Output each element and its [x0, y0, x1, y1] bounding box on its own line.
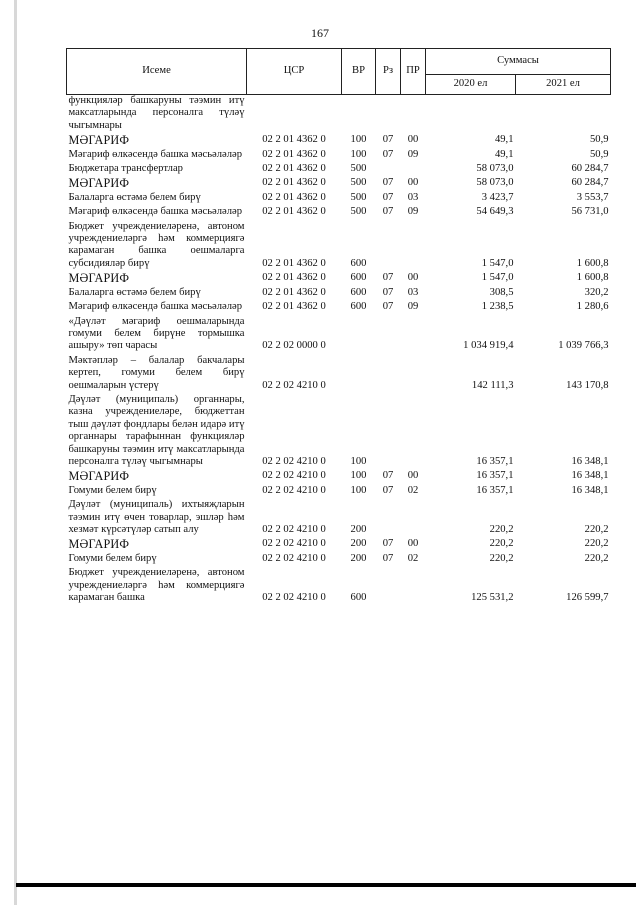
- row-vr-code: 600: [350, 286, 367, 298]
- row-amount-2020: 308,5: [489, 286, 514, 298]
- row-csr-code: 02 2 02 4210 0: [262, 470, 326, 482]
- row-pr-code: 00: [407, 177, 419, 189]
- row-csr-code: 02 2 01 4362 0: [262, 191, 326, 203]
- row-amount-2021: 16 348,1: [571, 470, 609, 482]
- row-name: Мәгариф өлкәсендә башка мәсьәләләр: [68, 148, 243, 160]
- table-row: [67, 470, 611, 484]
- row-vr-code: 600: [350, 592, 367, 604]
- row-rz-code: 07: [382, 206, 394, 218]
- row-pr-code: [401, 355, 426, 394]
- header-name: Исеме: [67, 49, 247, 95]
- row-name: Мәктәпләр – балалар бакчалары кертеп, гомуми белем бирү оешмаларын үстерү: [68, 354, 245, 391]
- header-pr: ПР: [401, 49, 426, 95]
- row-pr-code: 00: [407, 538, 419, 550]
- row-csr-code: 02 2 01 4362 0: [262, 206, 326, 218]
- row-name: МӘГАРИФ: [68, 271, 130, 286]
- row-pr-code: [401, 316, 426, 355]
- row-rz-code: 07: [382, 134, 394, 146]
- row-amount-2021: 50,9: [589, 148, 609, 160]
- table-row: [67, 567, 611, 606]
- row-vr-code: 200: [350, 552, 367, 564]
- table-row: [67, 221, 611, 273]
- row-pr-code: 00: [407, 470, 419, 482]
- row-pr-code: [401, 394, 426, 470]
- table-header: [67, 49, 611, 95]
- row-name: МӘГАРИФ: [68, 537, 130, 552]
- row-rz-code: 07: [382, 484, 394, 496]
- table-row: [67, 192, 611, 206]
- row-name: Бюджет учреждениеләренә, автоном учреждениеләргә һәм коммерциягә карамаган башка оешмаларга субсидияләр бирү: [68, 220, 245, 269]
- row-csr-code: 02 2 01 4362 0: [262, 257, 326, 269]
- scan-bottom-edge: [16, 883, 636, 887]
- row-vr-code: 600: [350, 301, 367, 313]
- row-name: Гомуми белем бирү: [68, 552, 157, 564]
- row-rz-code: 07: [382, 272, 394, 284]
- row-rz-code: [376, 163, 401, 177]
- row-pr-code: 02: [407, 552, 419, 564]
- row-rz-code: [376, 499, 401, 538]
- row-amount-2020: 1 034 919,4: [463, 340, 514, 352]
- row-amount-2021: 126 599,7: [566, 592, 609, 604]
- row-amount-2020: 220,2: [489, 538, 514, 550]
- row-pr-code: 09: [407, 148, 419, 160]
- row-amount-2021: 56 731,0: [571, 206, 609, 218]
- row-amount-2021: 3 553,7: [576, 191, 609, 203]
- row-amount-2020: 1 238,5: [481, 301, 514, 313]
- row-amount-2020: 49,1: [494, 134, 514, 146]
- header-vr: ВР: [342, 49, 376, 95]
- row-csr-code: 02 2 01 4362 0: [262, 163, 326, 175]
- row-amount-2020: 142 111,3: [471, 379, 514, 391]
- scan-edge-shadow: [14, 0, 17, 905]
- row-rz-code: [376, 355, 401, 394]
- row-rz-code: 07: [382, 286, 394, 298]
- row-pr-code: 00: [407, 134, 419, 146]
- row-name: Балаларга өстәмә белем бирү: [68, 191, 201, 203]
- row-rz-code: 07: [382, 177, 394, 189]
- table-row: [67, 499, 611, 538]
- budget-table: [66, 48, 611, 606]
- table-body: [67, 95, 611, 607]
- row-amount-2021: 220,2: [584, 524, 609, 535]
- header-sums: Суммасы: [426, 49, 611, 75]
- table-row: [67, 316, 611, 355]
- row-pr-code: 00: [407, 272, 419, 284]
- row-amount-2020: 125 531,2: [471, 592, 514, 604]
- row-csr-code: 02 2 02 4210 0: [262, 524, 326, 535]
- row-rz-code: 07: [382, 148, 394, 160]
- table-row: [67, 301, 611, 315]
- row-vr-code: 100: [350, 484, 367, 496]
- row-vr-code: 500: [350, 206, 367, 218]
- row-rz-code: 07: [382, 301, 394, 313]
- row-name: Мәгариф өлкәсендә башка мәсьәләләр: [68, 206, 243, 218]
- row-vr-code: 100: [350, 455, 367, 467]
- row-pr-code: 03: [407, 286, 419, 298]
- row-vr-code: 600: [350, 272, 367, 284]
- row-amount-2021: 220,2: [584, 552, 609, 564]
- row-amount-2020: 54 649,3: [476, 206, 514, 218]
- row-amount-2020: 16 357,1: [476, 455, 514, 467]
- row-pr-code: [401, 567, 426, 606]
- row-rz-code: [376, 567, 401, 606]
- row-csr-code: 02 2 01 4362 0: [262, 177, 326, 189]
- row-csr-code: 02 2 02 4210 0: [262, 455, 326, 467]
- table-row: [67, 163, 611, 177]
- row-amount-2021: 50,9: [589, 134, 609, 146]
- row-amount-2020: 58 073,0: [476, 177, 514, 189]
- table-row: [67, 95, 611, 135]
- row-name: МӘГАРИФ: [68, 176, 130, 191]
- table-row: [67, 538, 611, 552]
- row-amount-2020: 58 073,0: [476, 163, 514, 175]
- table-row: [67, 355, 611, 394]
- row-name: Мәгариф өлкәсендә башка мәсьәләләр: [68, 301, 243, 313]
- row-amount-2021: 16 348,1: [571, 455, 609, 467]
- table-row: [67, 149, 611, 163]
- table-row: [67, 206, 611, 220]
- row-pr-code: 09: [407, 301, 419, 313]
- row-vr-code: 200: [350, 524, 367, 535]
- row-amount-2021: 1 039 766,3: [558, 340, 609, 352]
- row-name: Бюджет учреждениеләренә, автоном учреждениеләргә һәм коммерциягә карамаган башка: [68, 567, 245, 604]
- row-pr-code: [401, 95, 426, 135]
- row-vr-code: 100: [350, 148, 367, 160]
- row-amount-2020: 220,2: [489, 524, 514, 535]
- row-name: Дәүләт (муниципаль) ихтыяҗларын тәэмин итү өчен товарлар, эшләр һәм хезмәт күрсәтүләр сатып алу: [68, 499, 245, 535]
- row-pr-code: [401, 499, 426, 538]
- row-amount-2020: 220,2: [489, 552, 514, 564]
- row-csr-code: 02 2 02 4210 0: [262, 484, 326, 496]
- row-csr-code: 02 2 01 4362 0: [262, 272, 326, 284]
- row-vr-code: 200: [350, 538, 367, 550]
- row-rz-code: [376, 95, 401, 135]
- row-vr-code: [342, 95, 376, 135]
- table-row: [67, 177, 611, 191]
- row-csr-code: 02 2 02 4210 0: [262, 538, 326, 550]
- page-number: 167: [311, 26, 329, 40]
- row-pr-code: [401, 221, 426, 273]
- row-pr-code: [401, 163, 426, 177]
- row-rz-code: [376, 316, 401, 355]
- row-amount-2020: 16 357,1: [476, 470, 514, 482]
- row-vr-code: [342, 316, 376, 355]
- row-amount-2021: 143 170,8: [566, 379, 609, 391]
- row-rz-code: 07: [382, 470, 394, 482]
- row-amount-2020: 3 423,7: [481, 191, 514, 203]
- row-amount-2020: [426, 95, 516, 135]
- row-name: «Дәүләт мәгариф оешмаларында гомуми белем бирүне тормышка ашыру» төп чарасы: [68, 315, 245, 352]
- row-amount-2020: 1 547,0: [481, 272, 514, 284]
- row-amount-2021: [516, 95, 611, 135]
- row-pr-code: 02: [407, 484, 419, 496]
- header-year-2020: 2020 ел: [426, 75, 516, 95]
- row-csr-code: 02 2 02 4210 0: [262, 592, 326, 604]
- row-rz-code: [376, 394, 401, 470]
- header-rz: Рз: [376, 49, 401, 95]
- table-row: [67, 485, 611, 499]
- row-vr-code: 600: [350, 257, 367, 269]
- table-row: [67, 394, 611, 470]
- row-csr-code: 02 2 01 4362 0: [262, 134, 326, 146]
- row-name: МӘГАРИФ: [68, 133, 130, 148]
- row-csr-code: 02 2 01 4362 0: [262, 286, 326, 298]
- row-amount-2020: 16 357,1: [476, 484, 514, 496]
- row-csr-code: 02 2 02 0000 0: [262, 340, 326, 352]
- row-rz-code: 07: [382, 538, 394, 550]
- row-amount-2021: 320,2: [584, 286, 609, 298]
- row-amount-2021: 16 348,1: [571, 484, 609, 496]
- row-csr-code: 02 2 02 4210 0: [262, 552, 326, 564]
- table-row: [67, 287, 611, 301]
- row-amount-2021: 220,2: [584, 538, 609, 550]
- row-vr-code: 100: [350, 134, 367, 146]
- row-csr-code: 02 2 02 4210 0: [262, 379, 326, 391]
- row-amount-2021: 1 280,6: [576, 301, 609, 313]
- row-name: МӘГАРИФ: [68, 469, 130, 484]
- row-name: Дәүләт (муниципаль) органнары, казна учреждениеләре, бюджеттан тыш дәүләт фондлары белән идарә итү органнары тарафыннан функцияләр башкаруны тәэмин итү максатларында персоналга түләү чыгымнары: [68, 393, 245, 467]
- row-pr-code: 09: [407, 206, 419, 218]
- row-amount-2020: 49,1: [494, 148, 514, 160]
- row-amount-2021: 1 600,8: [576, 272, 609, 284]
- table-row: [67, 553, 611, 567]
- table-row: [67, 272, 611, 286]
- row-csr-code: [247, 95, 342, 135]
- row-name: Балаларга өстәмә белем бирү: [68, 286, 201, 298]
- row-vr-code: [342, 355, 376, 394]
- row-csr-code: 02 2 01 4362 0: [262, 148, 326, 160]
- row-name: Бюджетара трансфертлар: [68, 163, 183, 175]
- row-amount-2021: 60 284,7: [571, 177, 609, 189]
- header-year-2021: 2021 ел: [516, 75, 611, 95]
- row-rz-code: [376, 221, 401, 273]
- row-amount-2021: 60 284,7: [571, 163, 609, 175]
- row-vr-code: 100: [350, 470, 367, 482]
- row-vr-code: 500: [350, 177, 367, 189]
- row-amount-2021: 1 600,8: [576, 257, 609, 269]
- row-name: функцияләр башкаруны тәэмин итү максатларында персоналга түләү чыгымнары: [68, 95, 245, 131]
- row-rz-code: 07: [382, 191, 394, 203]
- row-name: Гомуми белем бирү: [68, 484, 157, 496]
- row-vr-code: 500: [350, 191, 367, 203]
- row-rz-code: 07: [382, 552, 394, 564]
- row-amount-2020: 1 547,0: [481, 257, 514, 269]
- header-csr: ЦСР: [247, 49, 342, 95]
- row-pr-code: 03: [407, 191, 419, 203]
- row-vr-code: 500: [350, 163, 367, 175]
- row-csr-code: 02 2 01 4362 0: [262, 301, 326, 313]
- table-row: [67, 134, 611, 148]
